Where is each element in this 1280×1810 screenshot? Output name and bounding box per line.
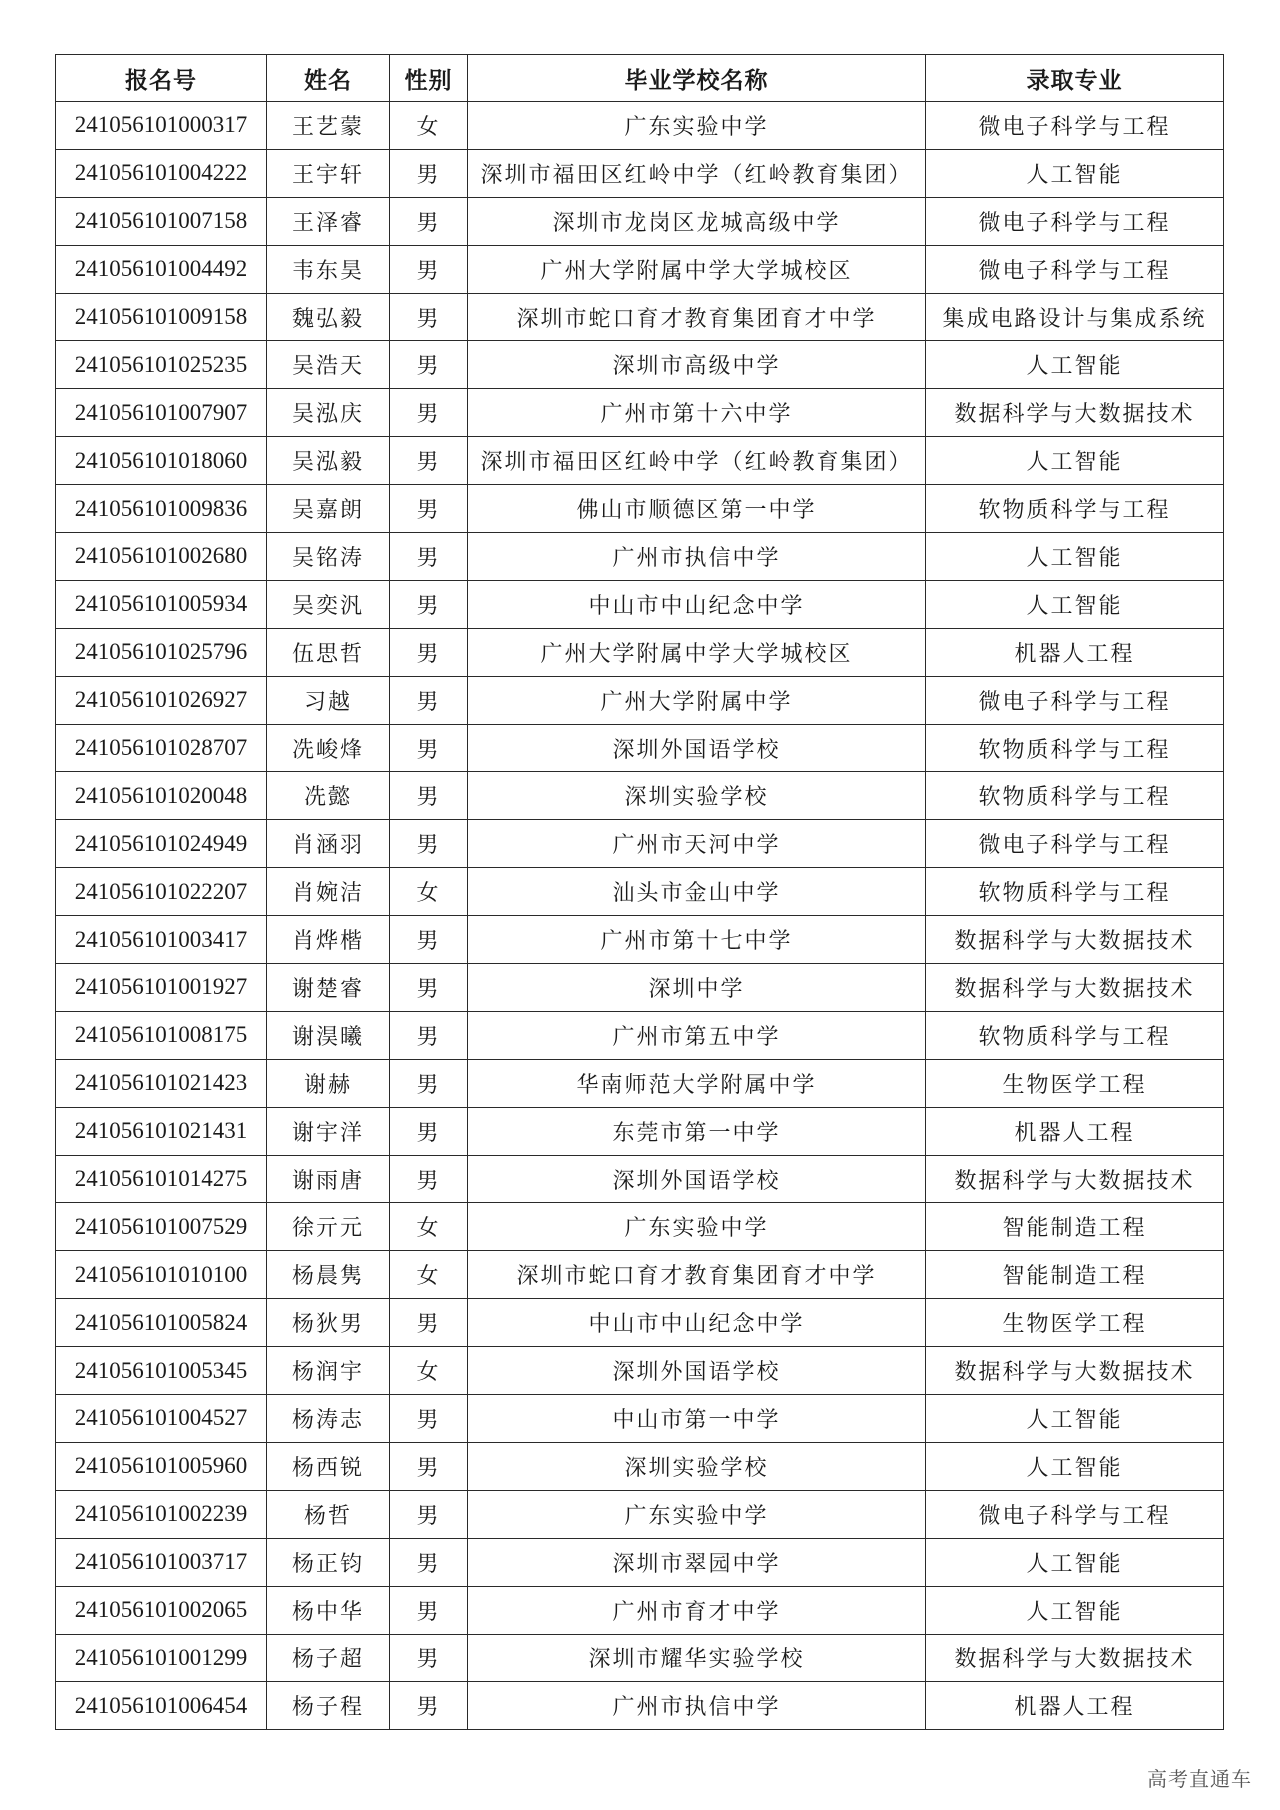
major-cell: 微电子科学与工程 — [926, 197, 1224, 245]
school-cell: 深圳市福田区红岭中学（红岭教育集团） — [468, 149, 926, 197]
school-cell: 广州市天河中学 — [468, 820, 926, 868]
major-cell: 软物质科学与工程 — [926, 485, 1224, 533]
registration-number-cell: 241056101007529 — [56, 1203, 267, 1251]
school-cell: 华南师范大学附属中学 — [468, 1059, 926, 1107]
registration-number-cell: 241056101002680 — [56, 533, 267, 581]
major-cell: 人工智能 — [926, 437, 1224, 485]
table-body — [56, 102, 1224, 1730]
school-cell: 广东实验中学 — [468, 1490, 926, 1538]
gender-cell: 女 — [390, 1347, 468, 1395]
major-cell: 机器人工程 — [926, 628, 1224, 676]
gender-cell: 女 — [390, 102, 468, 150]
school-cell: 深圳市翠园中学 — [468, 1538, 926, 1586]
major-cell: 人工智能 — [926, 1586, 1224, 1634]
student-name-cell: 王泽睿 — [267, 197, 390, 245]
registration-number-cell: 241056101024949 — [56, 820, 267, 868]
table-row — [56, 1538, 1224, 1586]
major-cell: 微电子科学与工程 — [926, 102, 1224, 150]
gender-cell: 男 — [390, 964, 468, 1012]
major-cell: 软物质科学与工程 — [926, 1011, 1224, 1059]
school-cell: 中山市中山纪念中学 — [468, 1299, 926, 1347]
registration-number-cell: 241056101020048 — [56, 772, 267, 820]
header-major: 录取专业 — [926, 55, 1224, 102]
major-cell: 微电子科学与工程 — [926, 245, 1224, 293]
major-cell: 软物质科学与工程 — [926, 724, 1224, 772]
registration-number-cell: 241056101005824 — [56, 1299, 267, 1347]
student-name-cell: 杨狄男 — [267, 1299, 390, 1347]
school-cell: 东莞市第一中学 — [468, 1107, 926, 1155]
gender-cell: 女 — [390, 1203, 468, 1251]
watermark: 高考直通车 — [1147, 1767, 1252, 1791]
gender-cell: 男 — [390, 1299, 468, 1347]
registration-number-cell: 241056101003717 — [56, 1538, 267, 1586]
registration-number-cell: 241056101028707 — [56, 724, 267, 772]
table-row — [56, 1682, 1224, 1730]
student-name-cell: 习越 — [267, 676, 390, 724]
table-row — [56, 1155, 1224, 1203]
registration-number-cell: 241056101003417 — [56, 916, 267, 964]
table-row — [56, 102, 1224, 150]
registration-number-cell: 241056101001927 — [56, 964, 267, 1012]
table-row — [56, 628, 1224, 676]
table-row — [56, 724, 1224, 772]
gender-cell: 男 — [390, 437, 468, 485]
school-cell: 深圳实验学校 — [468, 772, 926, 820]
table-row — [56, 293, 1224, 341]
registration-number-cell: 241056101004492 — [56, 245, 267, 293]
gender-cell: 男 — [390, 389, 468, 437]
student-name-cell: 谢淏曦 — [267, 1011, 390, 1059]
student-name-cell: 王艺蒙 — [267, 102, 390, 150]
gender-cell: 男 — [390, 341, 468, 389]
gender-cell: 男 — [390, 485, 468, 533]
student-name-cell: 吴泓毅 — [267, 437, 390, 485]
student-name-cell: 徐亓元 — [267, 1203, 390, 1251]
table-row — [56, 1490, 1224, 1538]
student-name-cell: 杨润宇 — [267, 1347, 390, 1395]
registration-number-cell: 241056101008175 — [56, 1011, 267, 1059]
gender-cell: 男 — [390, 1155, 468, 1203]
table-row — [56, 149, 1224, 197]
major-cell: 数据科学与大数据技术 — [926, 1155, 1224, 1203]
header-school: 毕业学校名称 — [468, 55, 926, 102]
table-row — [56, 1347, 1224, 1395]
major-cell: 软物质科学与工程 — [926, 772, 1224, 820]
major-cell: 智能制造工程 — [926, 1251, 1224, 1299]
major-cell: 数据科学与大数据技术 — [926, 389, 1224, 437]
school-cell: 中山市第一中学 — [468, 1395, 926, 1443]
gender-cell: 男 — [390, 916, 468, 964]
gender-cell: 男 — [390, 628, 468, 676]
major-cell: 人工智能 — [926, 341, 1224, 389]
registration-number-cell: 241056101010100 — [56, 1251, 267, 1299]
table-row — [56, 485, 1224, 533]
registration-number-cell: 241056101005960 — [56, 1442, 267, 1490]
registration-number-cell: 241056101007907 — [56, 389, 267, 437]
student-name-cell: 肖烨楷 — [267, 916, 390, 964]
registration-number-cell: 241056101007158 — [56, 197, 267, 245]
major-cell: 人工智能 — [926, 1395, 1224, 1443]
student-name-cell: 魏弘毅 — [267, 293, 390, 341]
table-row — [56, 245, 1224, 293]
school-cell: 广州大学附属中学 — [468, 676, 926, 724]
gender-cell: 男 — [390, 1586, 468, 1634]
school-cell: 广东实验中学 — [468, 1203, 926, 1251]
table-row — [56, 868, 1224, 916]
table-row — [56, 341, 1224, 389]
school-cell: 广州市第五中学 — [468, 1011, 926, 1059]
major-cell: 微电子科学与工程 — [926, 1490, 1224, 1538]
registration-number-cell: 241056101025796 — [56, 628, 267, 676]
student-name-cell: 肖婉洁 — [267, 868, 390, 916]
table-row — [56, 1251, 1224, 1299]
school-cell: 深圳实验学校 — [468, 1442, 926, 1490]
school-cell: 深圳市龙岗区龙城高级中学 — [468, 197, 926, 245]
gender-cell: 女 — [390, 868, 468, 916]
header-gender: 性别 — [390, 55, 468, 102]
gender-cell: 女 — [390, 1251, 468, 1299]
major-cell: 微电子科学与工程 — [926, 676, 1224, 724]
table-row — [56, 676, 1224, 724]
header-registration-number: 报名号 — [56, 55, 267, 102]
major-cell: 人工智能 — [926, 580, 1224, 628]
student-name-cell: 杨子超 — [267, 1634, 390, 1682]
school-cell: 深圳市耀华实验学校 — [468, 1634, 926, 1682]
major-cell: 数据科学与大数据技术 — [926, 1634, 1224, 1682]
registration-number-cell: 241056101022207 — [56, 868, 267, 916]
registration-number-cell: 241056101004222 — [56, 149, 267, 197]
table-row — [56, 1442, 1224, 1490]
registration-number-cell: 241056101025235 — [56, 341, 267, 389]
admission-table — [55, 54, 1224, 1730]
school-cell: 深圳外国语学校 — [468, 1347, 926, 1395]
major-cell: 数据科学与大数据技术 — [926, 1347, 1224, 1395]
gender-cell: 男 — [390, 293, 468, 341]
school-cell: 广州市执信中学 — [468, 533, 926, 581]
registration-number-cell: 241056101009836 — [56, 485, 267, 533]
registration-number-cell: 241056101000317 — [56, 102, 267, 150]
major-cell: 软物质科学与工程 — [926, 868, 1224, 916]
table-row — [56, 1203, 1224, 1251]
document-page — [55, 54, 1223, 1730]
table-row — [56, 1059, 1224, 1107]
major-cell: 机器人工程 — [926, 1107, 1224, 1155]
major-cell: 集成电路设计与集成系统 — [926, 293, 1224, 341]
major-cell: 生物医学工程 — [926, 1059, 1224, 1107]
school-cell: 深圳市福田区红岭中学（红岭教育集团） — [468, 437, 926, 485]
student-name-cell: 杨哲 — [267, 1490, 390, 1538]
student-name-cell: 谢赫 — [267, 1059, 390, 1107]
gender-cell: 男 — [390, 245, 468, 293]
header-name: 姓名 — [267, 55, 390, 102]
school-cell: 汕头市金山中学 — [468, 868, 926, 916]
major-cell: 数据科学与大数据技术 — [926, 916, 1224, 964]
student-name-cell: 冼峻烽 — [267, 724, 390, 772]
gender-cell: 男 — [390, 1682, 468, 1730]
major-cell: 人工智能 — [926, 1442, 1224, 1490]
table-row — [56, 1011, 1224, 1059]
gender-cell: 男 — [390, 724, 468, 772]
major-cell: 人工智能 — [926, 533, 1224, 581]
school-cell: 深圳外国语学校 — [468, 1155, 926, 1203]
table-row — [56, 772, 1224, 820]
gender-cell: 男 — [390, 676, 468, 724]
gender-cell: 男 — [390, 580, 468, 628]
student-name-cell: 杨西锐 — [267, 1442, 390, 1490]
school-cell: 广州大学附属中学大学城校区 — [468, 245, 926, 293]
registration-number-cell: 241056101014275 — [56, 1155, 267, 1203]
table-header-row — [56, 55, 1224, 102]
major-cell: 微电子科学与工程 — [926, 820, 1224, 868]
registration-number-cell: 241056101002065 — [56, 1586, 267, 1634]
table-row — [56, 916, 1224, 964]
major-cell: 生物医学工程 — [926, 1299, 1224, 1347]
gender-cell: 男 — [390, 1059, 468, 1107]
table-row — [56, 197, 1224, 245]
student-name-cell: 冼懿 — [267, 772, 390, 820]
major-cell: 人工智能 — [926, 1538, 1224, 1586]
registration-number-cell: 241056101026927 — [56, 676, 267, 724]
major-cell: 机器人工程 — [926, 1682, 1224, 1730]
student-name-cell: 杨子程 — [267, 1682, 390, 1730]
major-cell: 人工智能 — [926, 149, 1224, 197]
student-name-cell: 吴嘉朗 — [267, 485, 390, 533]
school-cell: 广州市执信中学 — [468, 1682, 926, 1730]
table-row — [56, 1586, 1224, 1634]
table-row — [56, 437, 1224, 485]
school-cell: 深圳市高级中学 — [468, 341, 926, 389]
student-name-cell: 杨正钧 — [267, 1538, 390, 1586]
student-name-cell: 伍思哲 — [267, 628, 390, 676]
table-row — [56, 580, 1224, 628]
registration-number-cell: 241056101004527 — [56, 1395, 267, 1443]
table-row — [56, 389, 1224, 437]
registration-number-cell: 241056101006454 — [56, 1682, 267, 1730]
registration-number-cell: 241056101009158 — [56, 293, 267, 341]
school-cell: 深圳市蛇口育才教育集团育才中学 — [468, 1251, 926, 1299]
student-name-cell: 吴铭涛 — [267, 533, 390, 581]
table-row — [56, 533, 1224, 581]
school-cell: 深圳市蛇口育才教育集团育才中学 — [468, 293, 926, 341]
table-row — [56, 964, 1224, 1012]
gender-cell: 男 — [390, 1634, 468, 1682]
registration-number-cell: 241056101018060 — [56, 437, 267, 485]
school-cell: 广东实验中学 — [468, 102, 926, 150]
registration-number-cell: 241056101002239 — [56, 1490, 267, 1538]
major-cell: 数据科学与大数据技术 — [926, 964, 1224, 1012]
gender-cell: 男 — [390, 1395, 468, 1443]
student-name-cell: 谢雨唐 — [267, 1155, 390, 1203]
school-cell: 广州市第十七中学 — [468, 916, 926, 964]
gender-cell: 男 — [390, 1011, 468, 1059]
major-cell: 智能制造工程 — [926, 1203, 1224, 1251]
gender-cell: 男 — [390, 1538, 468, 1586]
school-cell: 广州大学附属中学大学城校区 — [468, 628, 926, 676]
registration-number-cell: 241056101021431 — [56, 1107, 267, 1155]
table-row — [56, 820, 1224, 868]
gender-cell: 男 — [390, 197, 468, 245]
student-name-cell: 王宇轩 — [267, 149, 390, 197]
student-name-cell: 韦东昊 — [267, 245, 390, 293]
gender-cell: 男 — [390, 820, 468, 868]
registration-number-cell: 241056101005934 — [56, 580, 267, 628]
student-name-cell: 吴泓庆 — [267, 389, 390, 437]
student-name-cell: 杨中华 — [267, 1586, 390, 1634]
registration-number-cell: 241056101005345 — [56, 1347, 267, 1395]
student-name-cell: 谢宇洋 — [267, 1107, 390, 1155]
school-cell: 深圳中学 — [468, 964, 926, 1012]
school-cell: 中山市中山纪念中学 — [468, 580, 926, 628]
gender-cell: 男 — [390, 149, 468, 197]
student-name-cell: 杨晨隽 — [267, 1251, 390, 1299]
gender-cell: 男 — [390, 533, 468, 581]
student-name-cell: 吴浩天 — [267, 341, 390, 389]
table-row — [56, 1395, 1224, 1443]
table-row — [56, 1299, 1224, 1347]
table-row — [56, 1634, 1224, 1682]
school-cell: 广州市第十六中学 — [468, 389, 926, 437]
gender-cell: 男 — [390, 1107, 468, 1155]
gender-cell: 男 — [390, 1490, 468, 1538]
student-name-cell: 肖涵羽 — [267, 820, 390, 868]
student-name-cell: 谢楚睿 — [267, 964, 390, 1012]
registration-number-cell: 241056101001299 — [56, 1634, 267, 1682]
gender-cell: 男 — [390, 1442, 468, 1490]
school-cell: 佛山市顺德区第一中学 — [468, 485, 926, 533]
student-name-cell: 吴奕汎 — [267, 580, 390, 628]
gender-cell: 男 — [390, 772, 468, 820]
school-cell: 深圳外国语学校 — [468, 724, 926, 772]
student-name-cell: 杨涛志 — [267, 1395, 390, 1443]
registration-number-cell: 241056101021423 — [56, 1059, 267, 1107]
table-row — [56, 1107, 1224, 1155]
school-cell: 广州市育才中学 — [468, 1586, 926, 1634]
